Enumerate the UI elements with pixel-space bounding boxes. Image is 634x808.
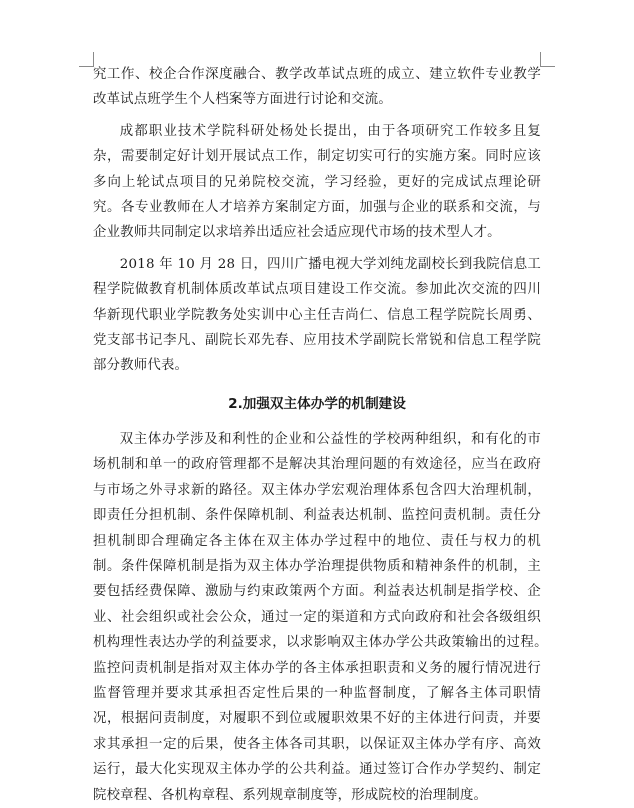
paragraph-exchange-visit: 2018 年 10 月 28 日，四川广播电视大学刘纯龙副校长到我院信息工程学院做教育机制体质改革试点项目建设工作交流。参加此次交流的四川华新现代职业学院教务处实训中心主任吉尚仁、信息工程学院院长周勇、党支部书记李凡、副院长邓先春、应用技术学副院长常锐和信息工程学院部分教师代表。 bbox=[93, 256, 541, 374]
section-heading: 2.加强双主体办学的机制建设 bbox=[228, 395, 406, 412]
paragraph-dual-subject-mechanism: 双主体办学涉及和利性的企业和公益性的学校两种组织，和有化的市场机制和单一的政府管理都不是解决其治理问题的有效途径，应当在政府与市场之外寻求新的路径。双主体办学宏观治理体系包含四大治理机制，即责任分担机制、条件保障机制、利益表达机制、监控问责机制。责任分担机制即合理确定各主体在双主体办学过程中的地位、责任与权力的机制。条件保障机制是指为双主体办学治理提供物质和精神条件的机制，主要包括经费保障、激励与约束政策两个方面。利益表达机制是指学校、企业、社会组织或社会公众，通过一定的渠道和方式向政府和社会各级组织机构理性表达办学的利益要求，以求影响双主体办学公共政策输出的过程。 监控问责机制是指对双主体办学的各主体承担职责和义务的履行情况进行监督管理并要求其承担否定性后果的一种监督制度，了解各主体司职情况，根据问责制度，对履职不到位或履职效果不好的主体进行问责，并要求其承担一定的后果，使各主体各司其职，以保证双主体办学有序、高效运行，最大化实现双主体办学的公共利益。通过签订合作办学契约、制定院校章程、各机构章程、系列规章制度等，形成院校的治理制度。 bbox=[93, 431, 555, 803]
document-body bbox=[93, 62, 555, 808]
paragraph-research-office: 成都职业技术学院科研处杨处长提出，由于各项研究工作较多且复杂，需要制定好计划开展试点工作，制定切实可行的实施方案。同时应该多向上轮试点项目的兄弟院校交流，学习经验，更好的完成试点理论研究。各专业教师在人才培养方案制定方面，加强与企业的联系和交流，与企业教师共同制定以求培养出适应社会适应现代市场的技术型人才。 bbox=[93, 123, 541, 241]
paragraph-continuation: 究工作、校企合作深度融合、教学改革试点班的成立、建立软件专业教学改革试点班学生个人档案等方面进行讨论和交流。 bbox=[93, 67, 541, 108]
crop-mark-top-right bbox=[540, 52, 555, 67]
crop-mark-top-left bbox=[79, 52, 94, 67]
